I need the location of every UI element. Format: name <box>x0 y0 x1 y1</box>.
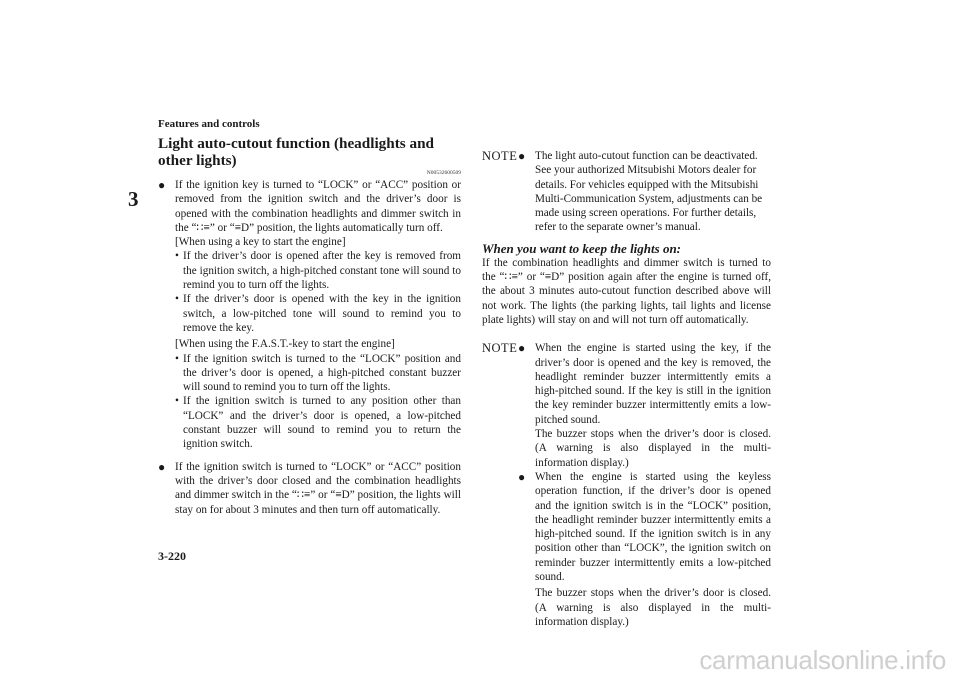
note-text: The buzzer stops when the driver’s door is closed. (A warning is also displayed in the multi-information display.) <box>535 428 771 469</box>
bullet-icon: ● <box>518 341 526 356</box>
list-item <box>518 341 771 470</box>
list-item <box>158 460 461 517</box>
bullet-icon: ● <box>518 149 526 163</box>
section-header: Features and controls <box>158 118 260 130</box>
subsection-title: When you want to keep the lights on: <box>482 240 681 256</box>
note-label: NOTE <box>482 341 518 356</box>
list-item <box>158 178 461 452</box>
bullet-icon: ● <box>518 469 526 484</box>
list-item <box>518 149 771 235</box>
right-column <box>482 149 771 629</box>
sub-item: • If the driver’s door is opened after the key is removed from the ignition switch, a high-pitched constant tone will sound to remind you to turn off the lights. <box>175 250 461 292</box>
note-text: When the engine is started using the keyless operation function, if the driver’s door is opened and the ignition switch is in the “LOCK” position, the headlight reminder buzzer intermittently emits a high-pitched sound. If the ignition switch is in any position other than “LOCK”, the ignition switch on reminder buzzer intermittently emits a low-pitched sound. <box>535 470 771 584</box>
left-column <box>158 135 461 517</box>
sub-item: • If the ignition switch is turned to the “LOCK” position and the driver’s door is opened, a high-pitched constant buzzer will sound to remind you to turn off the lights. <box>175 352 461 394</box>
document-code: N00532600509 <box>426 170 461 176</box>
section-title: Light auto-cutout function (headlights and other lights) <box>158 135 434 169</box>
bullet-icon: ● <box>158 178 166 192</box>
sub-item: • If the driver’s door is opened with the key in the ignition switch, a low-pitched tone will sound to remind you to remove the key. <box>175 293 461 334</box>
bullet-icon: ● <box>158 459 166 474</box>
note-text: The buzzer stops when the driver’s door is closed. (A warning is also displayed in the multi-information display.) <box>535 587 771 628</box>
note-block <box>482 149 771 235</box>
note-text: The light auto-cutout function can be deactivated. See your authorized Mitsubishi Motors dealer for details. For vehicles equipped with the Mitsubishi Multi-Communication System, adjustments can be made using screen operations. For further details, refer to the separate owner’s manual. <box>535 150 763 234</box>
sub-item: • If the ignition switch is turned to any position other than “LOCK” and the driver’s door is opened, a low-pitched constant buzzer will sound to remind you to return the ignition switch. <box>175 395 461 451</box>
chapter-number: 3 <box>128 187 139 211</box>
sub-heading: [When using a key to start the engine] <box>175 236 346 249</box>
note-block <box>482 341 771 629</box>
watermark: carmanualsonline.info <box>699 645 946 675</box>
note-label: NOTE <box>482 149 518 163</box>
bullet-text: If the ignition key is turned to “LOCK” or “ACC” position or removed from the ignition switch and the driver’s door is opened with the combination headlights and dimmer switch in the “∷≡” or “≡D” position, the lights automatically turn off. <box>175 179 461 234</box>
sub-heading: [When using the F.A.S.T.-key to start the engine] <box>175 338 395 351</box>
list-item <box>518 470 771 629</box>
page-number: 3-220 <box>158 549 186 563</box>
paragraph: If the combination headlights and dimmer switch is turned to the “∷≡” or “≡D” position again after the engine is turned off, the about 3 minutes auto-cutout function described above will not work. The lights (the parking lights, tail lights and license plate lights) will stay on and will not turn off automatically. <box>482 256 771 326</box>
note-text: When the engine is started using the key, if the driver’s door is opened and the key is removed, the headlight reminder buzzer intermittently emits a high-pitched sound. If the key is still in the ignition the key reminder buzzer intermittently emits a low-pitched sound. <box>535 342 771 426</box>
bullet-text: If the ignition switch is turned to “LOCK” or “ACC” position with the driver’s door closed and the combination headlights and dimmer switch in the “∷≡” or “≡D” position, the lights will stay on for about 3 minutes and then turn off automatically. <box>175 460 461 516</box>
